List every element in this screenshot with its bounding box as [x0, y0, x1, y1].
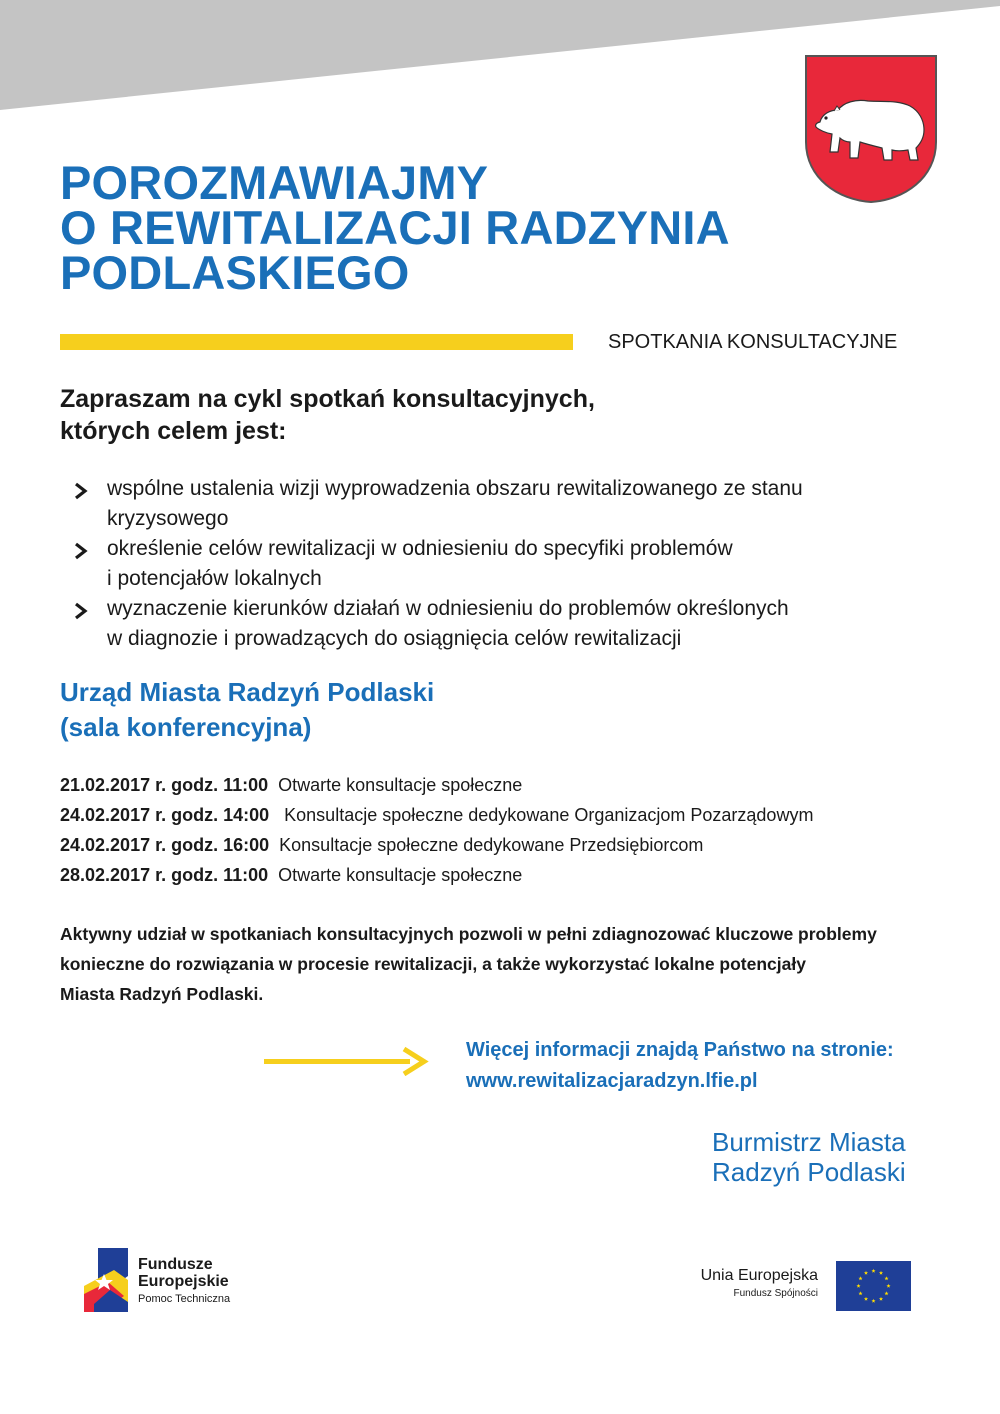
schedule-description: Konsultacje społeczne dedykowane Organizacjom Pozarządowym [284, 805, 814, 825]
chevron-right-icon [74, 482, 88, 500]
list-item-line: wspólne ustalenia wizji wyprowadzenia obszaru rewitalizowanego ze stanu [107, 477, 803, 500]
schedule-description: Otwarte konsultacje społeczne [278, 865, 523, 885]
list-item [74, 534, 934, 594]
note-line: konieczne do rozwiązania w procesie rewitalizacji, a także wykorzystać lokalne potencjały [60, 954, 806, 974]
website-link[interactable]: www.rewitalizacjaradzyn.lfie.pl [466, 1070, 758, 1092]
list-item-line: i potencjałów lokalnych [107, 567, 322, 590]
more-info [466, 1035, 894, 1097]
logo-line: Unia Europejska [700, 1267, 818, 1284]
intro-text [60, 383, 595, 447]
goals-list [74, 474, 934, 654]
list-item-line: kryzysowego [107, 507, 229, 530]
venue-line: Urząd Miasta Radzyń Podlaski [60, 677, 435, 707]
signature [712, 1127, 906, 1187]
title-line: O REWITALIZACJI RADZYNIA [60, 201, 730, 254]
yellow-divider [60, 334, 573, 350]
fundusze-europejskie-logo-icon [84, 1246, 130, 1314]
list-item-line: w diagnozie i prowadzących do osiągnięcia celów rewitalizacji [107, 627, 682, 650]
logo-line: Fundusz Spójności [733, 1288, 818, 1299]
bear-crest-icon [804, 54, 938, 204]
title-line: PODLASKIEGO [60, 246, 410, 299]
chevron-right-icon [74, 542, 88, 560]
signature-line: Burmistrz Miasta [712, 1127, 906, 1157]
signature-line: Radzyń Podlaski [712, 1157, 906, 1187]
participation-note [60, 919, 950, 1009]
logo-line: Fundusze [138, 1256, 213, 1273]
fundusze-europejskie-text [138, 1256, 230, 1308]
logo-line: Europejskie [138, 1273, 229, 1290]
schedule-row [60, 860, 813, 890]
schedule-datetime: 24.02.2017 r. godz. 16:00 [60, 835, 270, 855]
schedule-description: Otwarte konsultacje społeczne [278, 775, 523, 795]
schedule-list [60, 770, 813, 890]
intro-line: Zapraszam na cykl spotkań konsultacyjnych, [60, 385, 595, 413]
page-title [60, 156, 820, 299]
logo-line: Pomoc Techniczna [138, 1293, 231, 1305]
list-item-line: wyznaczenie kierunków działań w odniesieniu do problemów określonych [107, 597, 789, 620]
title-line: POROZMAWIAJMY [60, 156, 489, 209]
note-line: Miasta Radzyń Podlaski. [60, 984, 264, 1004]
more-info-label: Więcej informacji znajdą Państwo na stronie: [466, 1039, 894, 1061]
venue [60, 675, 434, 745]
eu-flag-icon [836, 1261, 911, 1311]
unia-europejska-text [660, 1266, 818, 1302]
schedule-row [60, 830, 813, 860]
list-item [74, 474, 934, 534]
venue-line: (sala konferencyjna) [60, 712, 312, 742]
list-item [74, 594, 934, 654]
arrow-right-icon [264, 1046, 430, 1076]
schedule-row [60, 770, 813, 800]
schedule-datetime: 28.02.2017 r. godz. 11:00 [60, 865, 269, 885]
schedule-datetime: 24.02.2017 r. godz. 14:00 [60, 805, 270, 825]
intro-line: których celem jest: [60, 417, 287, 445]
schedule-row [60, 800, 813, 830]
subtitle: SPOTKANIA KONSULTACYJNE [608, 331, 898, 353]
chevron-right-icon [74, 602, 88, 620]
note-line: Aktywny udział w spotkaniach konsultacyjnych pozwoli w pełni zdiagnozować kluczowe problemy [60, 924, 877, 944]
schedule-description: Konsultacje społeczne dedykowane Przedsiębiorcom [279, 835, 704, 855]
list-item-line: określenie celów rewitalizacji w odniesieniu do specyfiki problemów [107, 537, 733, 560]
schedule-datetime: 21.02.2017 r. godz. 11:00 [60, 775, 269, 795]
